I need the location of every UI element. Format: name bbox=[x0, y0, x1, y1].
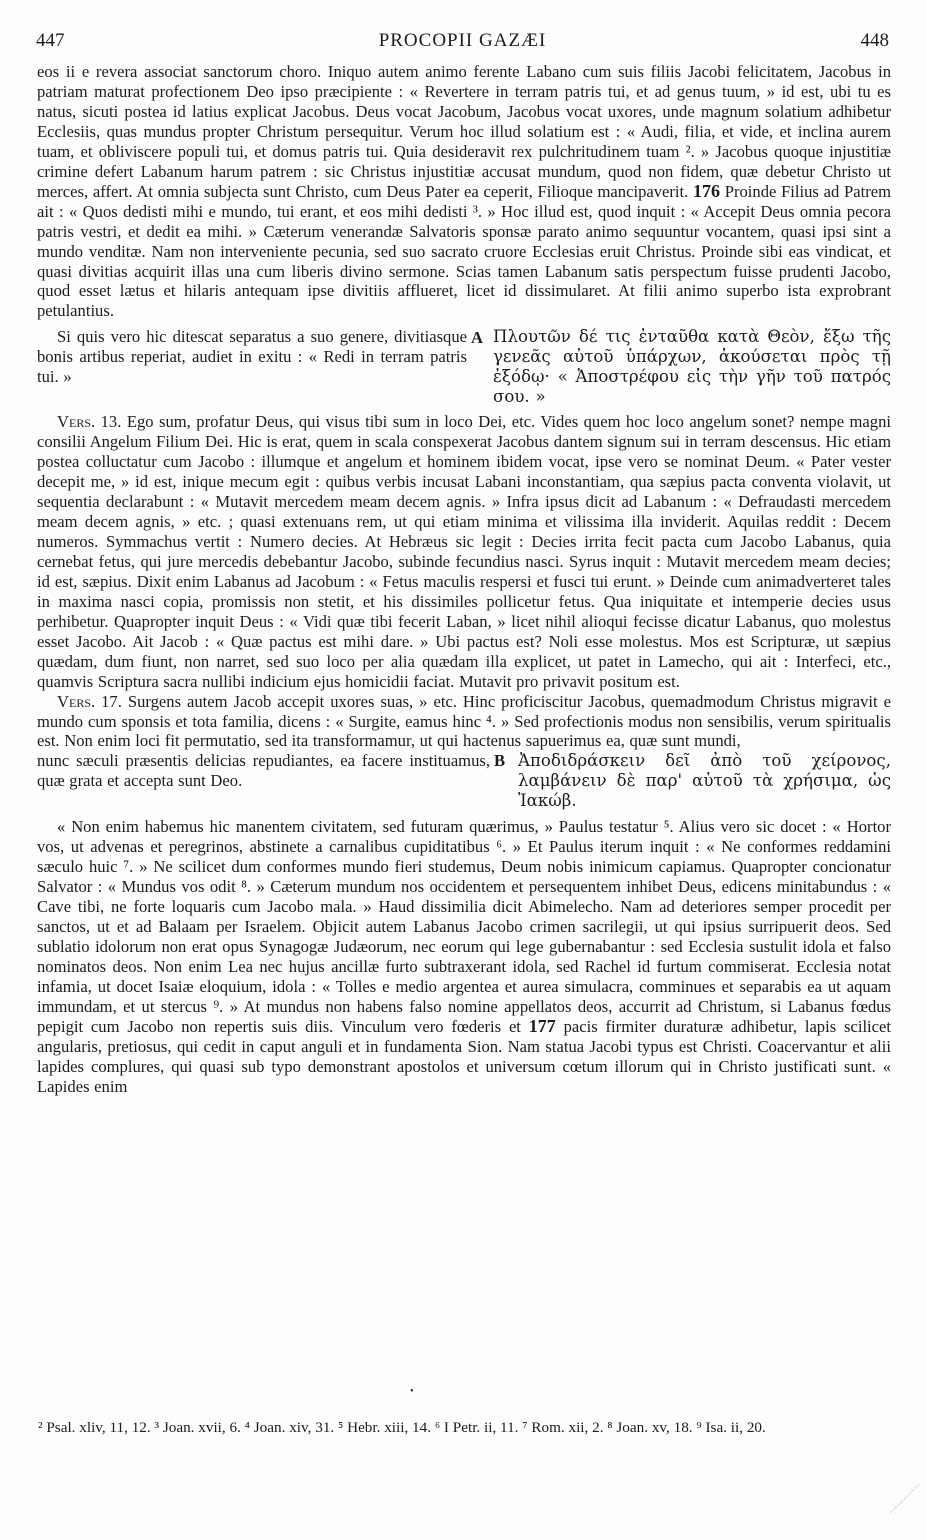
footnotes bbox=[38, 1418, 889, 1437]
paragraph-1-continued: Proinde Filius ad Patrem ait : « Quos dedisti mihi e mundo, tui erant, et eos mihi dedisti ³. » Hoc illud est, quod inquit : « Accepit Deus omnia pecora patris vestri, et dedit ea mihi. » Cæterum venerandæ Salvatoris sponsæ parato animo sequuntur vocantem, quasi ipsi sint a mundo venditæ. Nam non interveniente pecunia, sed suo sacrato cruore Ecclesias eruit Christus. Proinde sibi eas vindicat, et quasi divitias acquirit illas una cum liberis divino sermone. Scias tamen Labanum satis perspectum fuisse prudenti Jacobo, quod esset lætus et hilaris antequam ipse divitiis afflueret, licet id dissimularet. At filii animo superbo ista exprobrant petulantius. bbox=[37, 181, 891, 321]
column-number-marker-2: 177 bbox=[528, 1015, 556, 1036]
footnote-text: ² Psal. xliv, 11, 12. ³ Joan. xvii, 6. ⁴ Joan. xiv, 31. ⁵ Hebr. xiii, 14. ⁶ I Petr. ii, 11. ⁷ Rom. xii, 2. ⁸ Joan. xv, 18. ⁹ Isa. ii, 20. bbox=[38, 1419, 766, 1436]
scan-mark bbox=[890, 1484, 920, 1514]
paragraph-vers-13-text: Ego sum, profatur Deus, qui visus tibi sum in loco Dei, etc. Vides quem hoc loco angelum sonet? nempe magni consilii Angelum Filium Dei. Hic is erat, quem in scala conspexerat Jacobus dantem signum sui in terram descensus. Hic etiam postea colluctatur cum Jacobo : illumque et angelum et hominem ibidem vocat, ipse vero se nominat Deum. « Pater vester decepit me, » id est, inique mecum egit : quibus verbis incusat Labani inconstantiam, qua sæpius pacta conventa violavit, ut sequentia declarabunt : « Mutavit mercedem meam decem agnis. » Infra ipsus dicit ad Labanum : « Defraudasti mercedem meam decem agnis, » etc. ; quasi extenuans rem, ut qui etiam minima et vilissima illa inviderit. Aquilas reddit : Decem numeros. Symmachus vertit : Numero decies. At Hebræus sic legit : Decies irrita fecit pacta cum Jacobo Labanus, quia cernebat fetus, qui jure mercedis debebantur Jacobo, subinde fecundius nasci. Syrus inquit : Mutavit mercedem meam decies; id est, sæpius. Dixit enim Labanus ad Jacobum : « Fetus maculis respersi et fusci tui erunt. » Deinde cum animadverteret tales in maxima nasci copia, promissis non stetit, et his dissimiles pollicetur fetus. Qua iniquitate et intemperie decies usus perhibetur. Quapropter inquit Deus : « Vidi quæ tibi fecerit Laban, » licet nihil alioqui fecisse dicatur Labanus, quo molestus esset Jacobo. Ait Jacob : « Quæ pactus est mihi dare. » Ubi pactus est? Noli esse molestus. Mos est Scripturæ, ut sæpius quædam, dum fiunt, non narret, sed suo loco per alia quædam illa explicet, ut patet in Lamecho, qui ait : Interfeci, etc., quamvis Scriptura sacra nullibi indicium ejus homicidii faciat. Mutavit pro privavit positum est. bbox=[37, 412, 891, 691]
separator-dot: • bbox=[410, 1386, 414, 1397]
page-number-right: 448 bbox=[860, 30, 889, 51]
section-mark-b: B bbox=[494, 751, 506, 771]
greek-text-b: Ἀποδιδράσκειν δεῖ ἀπὸ τοῦ χείρονος, λαμβάνειν δὲ παρ' αὐτοῦ τὰ χρήσιμα, ὡς Ἰακώβ. bbox=[518, 751, 891, 811]
text-body bbox=[37, 62, 891, 1097]
paragraph-4-text: « Non enim habemus hic manentem civitatem, sed futuram quærimus, » Paulus testatur ⁵. Alius vero sic docet : « Hortor vos, ut advenas et peregrinos, abstinete a carnalibus cupiditatibus ⁶. » Et Paulus iterum inquit : « Ne conformes reddamini sæculo huic ⁷. » Ne scilicet dum conformes mundo fieri studemus, Deum nobis inimicum capiamus. Quapropter concionatur Salvator : « Mundus vos odit ⁸. » Cæterum mundum nos occidentem et persequentem inhibet Deus, edicens minitabundus : « Cave tibi, ne forte loquaris cum Jacobo mala. » Haud dissimilia dicit Abimelecho. Nam ad deteriores semper procedit per sanctos, ut et ad Balaam per Israelem. Objicit autem Labanus Jacobo crimen sacrilegii, ut qui ipsius surripuerit deos. Sed sublatio idolorum non erat opus Synagogæ Judæorum, nec eorum qui lege gubernabantur : sed Ecclesia sustulit idola et falso nominatos deos. Non enim Lea nec hujus ancillæ furto subtraxerant idola, sed Rachel id furtum commiserat. Ecclesia notat infamia, ut docet Isaiæ eloquium, idola : « Tolles e medio argentea et aurea simulacra, comminues et separabis ea ut aquam immundam, et ut stercus ⁹. » At mundus non habens falso nomine appellatos deos, accurrit ad Christum, si Labanus fœdus pepigit cum Jacobo non repertis suis diis. Vinculum vero fœderis et bbox=[37, 817, 891, 1036]
greek-column-a bbox=[493, 327, 891, 407]
paragraph-4 bbox=[37, 817, 891, 1096]
parallel-block-b bbox=[37, 751, 891, 811]
column-number-marker: 176 bbox=[693, 180, 721, 201]
latin-text-a: Si quis vero hic ditescat separatus a suo genere, divitiasque bonis artibus reperiat, audiet in exitu : « Redi in terram patris tui. » bbox=[37, 327, 467, 387]
verse-label-17: Vers. 17. bbox=[57, 691, 122, 711]
paragraph-1-text: eos ii e revera associat sanctorum choro. Iniquo autem animo ferente Labano cum suis filiis Jacobi felicitatem, Jacobus in patriam maturat profectionem Deo ipso præcipiente : « Revertere in terram patris tui, et ad genus tuum, » id est, ubi tu es natus, sicuti postea id latius explicat Jacobus. Deus vocat Jacobum, Jacobus vocat uxores, unde magnum solatium adhibetur Ecclesiis, quas mundus propter Christum persequitur. Verum hoc illud solatium est : « Audi, filia, et vide, et inclina aurem tuam, et obliviscere populi tui, et domus patris tui. Quia desideravit rex pulchritudinem tuam ². » Jacobus quoque injustitiæ crimine defert Labanum harum patrem : sic Christus injustitiæ accusat mundum, quod non fidem, quæ debetur Christo ut merces, affert. At omnia subjecta sunt Christo, cum Deus Pater ea ceperit, Filioque mancipaverit. bbox=[37, 62, 891, 201]
parallel-block-a bbox=[37, 327, 891, 407]
greek-text-a: Πλουτῶν δέ τις ἐνταῦθα κατὰ Θεὸν, ἔξω τῆς γενεᾶς αὐτοῦ ὑπάρχων, ἀκούσεται πρὸς τῇ ἐξόδῳ· « Ἀποστρέφου εἰς τὴν γῆν τοῦ πατρός σου. » bbox=[493, 327, 891, 407]
latin-column-b bbox=[37, 751, 494, 791]
section-mark-a: A bbox=[471, 328, 483, 348]
latin-text-b: nunc sæculi præsentis delicias repudiantes, ea facere instituamus, quæ grata et accepta sunt Deo. bbox=[37, 751, 490, 791]
running-title: PROCOPII GAZÆI bbox=[378, 30, 547, 51]
paragraph-1 bbox=[37, 62, 891, 321]
greek-column-b bbox=[518, 751, 891, 811]
paragraph-4-continued: pacis firmiter duraturæ adhibetur, lapis scilicet angularis, pretiosus, qui cedit in caput anguli et in fundamenta Sion. Nam statua Jacobi typus est Christi. Coacervantur et alii lapides complures, qui quasi sub typo demonstrant apostolos et universum cœtum illorum qui in Christo justificati sunt. « Lapides enim bbox=[37, 1016, 892, 1096]
paragraph-vers-17 bbox=[37, 692, 891, 752]
verse-label-13: Vers. 13. bbox=[57, 412, 122, 432]
paragraph-vers-17-text: Surgens autem Jacob accepit uxores suas, » etc. Hinc proficiscitur Jacobus, quemadmodum Christus migravit e mundo cum sponsis et tota familia, dicens : « Surgite, eamus hinc ⁴. » Sed profectionis modus non sensibilis, verum spiritualis est. Non enim loci fit permutatio, sed ita transformamur, ut qui hactenus sapuerimus ea, quæ sunt mundi, bbox=[37, 691, 892, 751]
page-number-left: 447 bbox=[36, 30, 65, 51]
paragraph-vers-13 bbox=[37, 412, 891, 691]
running-head bbox=[36, 30, 889, 56]
latin-column-a bbox=[37, 327, 471, 387]
